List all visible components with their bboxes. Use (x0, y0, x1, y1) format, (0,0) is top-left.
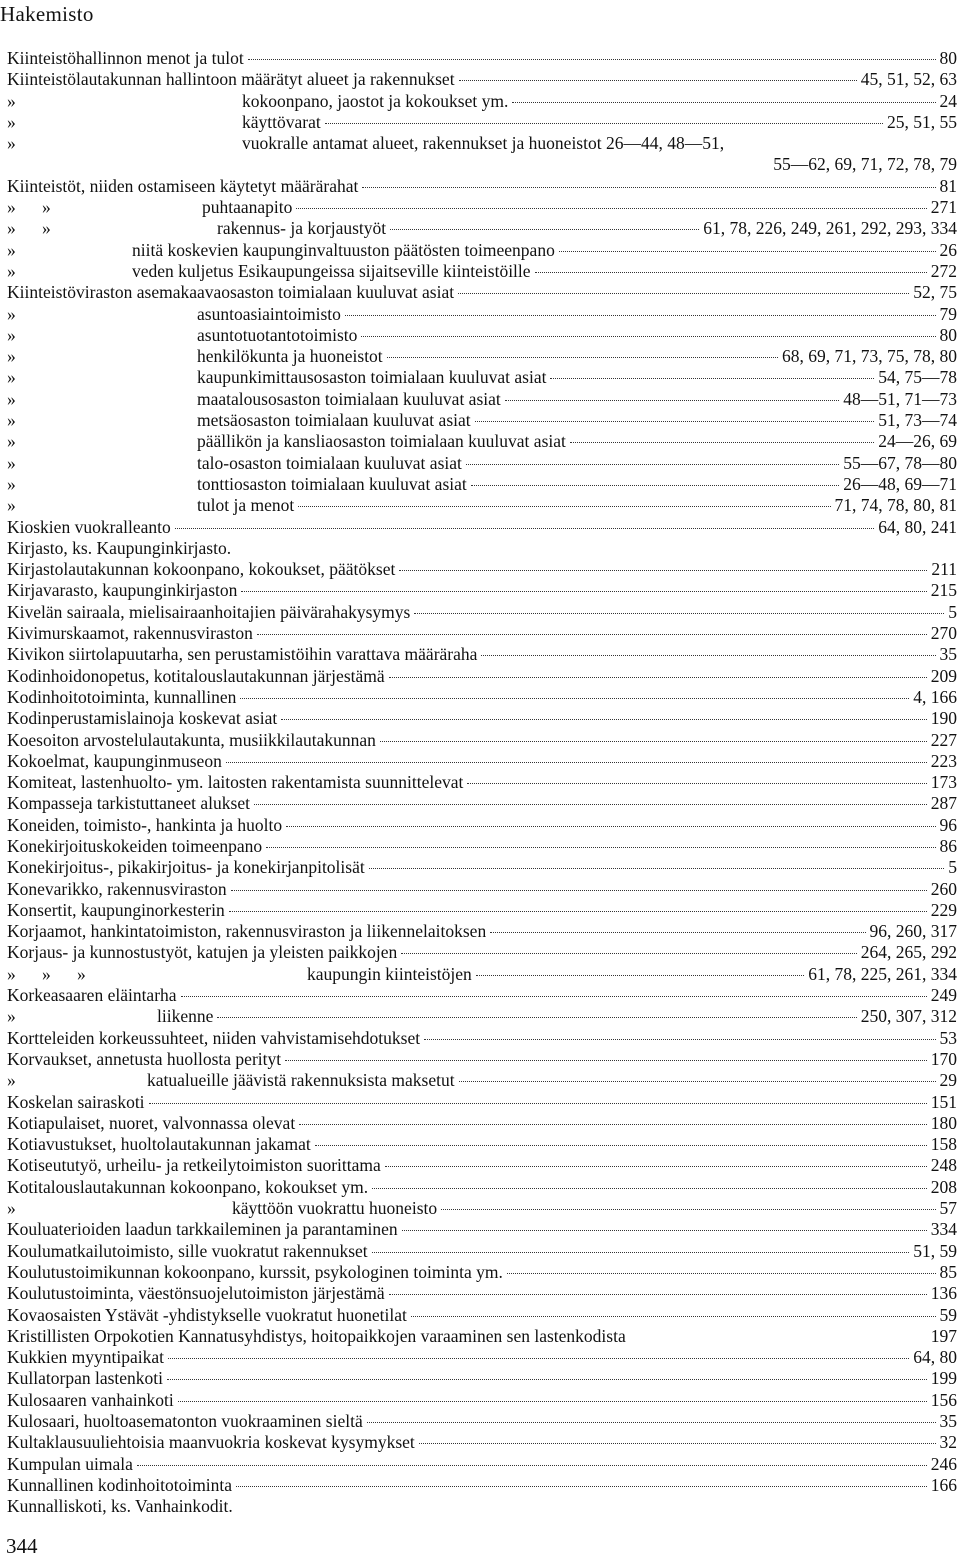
entry-pages: 35 (939, 1411, 957, 1431)
entry-label: Kunnalliskoti, ks. Vanhainkodit. (7, 1496, 233, 1517)
entry-pages: 64, 80, 241 (878, 516, 957, 537)
entry-pages: 61, 78, 225, 261, 334 (808, 963, 957, 984)
index-entry (7, 1368, 957, 1389)
index-entry (7, 538, 957, 559)
entry-pages: 136 (930, 1283, 957, 1304)
entry-label: päällikön ja kansliaosaston toimialaan kuuluvat asiat (197, 431, 566, 452)
dot-leader (380, 741, 927, 742)
index-entry (7, 985, 957, 1006)
entry-pages: 71, 74, 78, 80, 81 (834, 495, 957, 516)
ditto-mark: » (7, 1006, 16, 1027)
entry-label: Kumpulan uimala (7, 1453, 133, 1474)
entry-label: Kodinhoitotoiminta, kunnallinen (7, 686, 237, 707)
index-entry (7, 69, 957, 90)
dot-leader (401, 953, 856, 954)
entry-label: Kouluaterioiden laadun tarkkaileminen ja parantaminen (7, 1219, 398, 1240)
dot-leader (254, 804, 927, 805)
index-entry (7, 1347, 957, 1368)
ditto-mark: » (7, 303, 16, 324)
ditto-mark: » (7, 90, 16, 111)
entry-pages: 229 (930, 899, 957, 920)
entry-label: niitä koskevien kaupunginvaltuuston päätösten toimeenpano (132, 239, 555, 260)
dot-leader (248, 59, 936, 60)
dot-leader (217, 1017, 856, 1018)
index-entry (7, 559, 957, 580)
entry-pages: 173 (930, 772, 957, 793)
entry-pages: 54, 75—78 (878, 367, 957, 388)
entry-pages: 227 (930, 729, 957, 750)
index-entry (7, 921, 957, 942)
entry-pages: 209 (930, 665, 957, 686)
index-entry (7, 580, 957, 601)
entry-label: Korvaukset, annetusta huollosta perityt (7, 1048, 282, 1069)
entry-label: Kotiseututyö, urheilu- ja retkeilytoimiston suorittama (7, 1155, 381, 1176)
index-entry (7, 1305, 957, 1326)
entry-pages: 4, 166 (913, 686, 957, 707)
ditto-mark: » » (7, 218, 51, 239)
index-entry (7, 154, 957, 175)
dot-leader (399, 570, 927, 571)
page-header-title: Hakemisto (0, 2, 94, 26)
entry-pages: 51, 73—74 (878, 410, 957, 431)
index-entry (7, 1198, 957, 1219)
entry-label: Koulutustoiminta, väestönsuojelutoimiston järjestämä (7, 1283, 385, 1304)
entry-label: Kioskien vuokralleanto (7, 516, 171, 537)
entry-pages: 151 (930, 1091, 957, 1112)
index-entry (7, 1006, 957, 1027)
index-entry (7, 133, 957, 154)
entry-pages: 170 (930, 1048, 957, 1069)
entry-label: Koskelan sairaskoti (7, 1091, 145, 1112)
entry-pages: 55—62, 69, 71, 72, 78, 79 (773, 154, 957, 175)
entry-label: Koesoiton arvostelulautakunta, musiikkilautakunnan (7, 729, 376, 750)
index-entry (7, 857, 957, 878)
entry-pages: 79 (939, 303, 957, 324)
dot-leader (467, 783, 926, 784)
dot-leader (471, 485, 840, 486)
dot-leader (167, 1379, 927, 1380)
index-entry (7, 1113, 957, 1134)
index-entry (7, 1177, 957, 1198)
entry-pages: 52, 75 (913, 282, 957, 303)
ditto-mark: » (7, 367, 16, 388)
entry-pages: 250, 307, 312 (860, 1006, 957, 1027)
entry-label: Kiinteistöviraston asemakaavaosaston toimialaan kuuluvat asiat (7, 282, 455, 303)
index-entry (7, 517, 957, 538)
dot-leader (362, 187, 935, 188)
dot-leader (550, 378, 874, 379)
index-entry (7, 879, 957, 900)
entry-label: Kristillisten Orpokotien Kannatusyhdistys, hoitopaikkojen varaaminen sen lastenkodista (7, 1325, 626, 1346)
index-entry (7, 644, 957, 665)
index-entry (7, 176, 957, 197)
entry-label: vuokralle antamat alueet, rakennukset ja huoneistot 26—44, 48—51, (242, 133, 725, 154)
dot-leader (424, 1039, 935, 1040)
index-entry (7, 836, 957, 857)
index-entry (7, 1134, 957, 1155)
entry-pages: 64, 80 (913, 1347, 957, 1368)
ditto-mark: » (7, 239, 16, 260)
entry-pages: 166 (930, 1474, 957, 1495)
dot-leader (372, 1252, 910, 1253)
index-entry (7, 304, 957, 325)
entry-pages: 85 (939, 1261, 957, 1282)
dot-leader (387, 357, 778, 358)
index-entry (7, 1390, 957, 1411)
entry-label: Kotitalouslautakunnan kokoonpano, kokoukset ym. (7, 1176, 369, 1197)
dot-leader (226, 762, 927, 763)
entry-pages: 29 (939, 1070, 957, 1091)
dot-leader (257, 634, 927, 635)
entry-pages: 334 (930, 1219, 957, 1240)
index-entry (7, 1411, 957, 1432)
index-entry (7, 474, 957, 495)
dot-leader (459, 80, 857, 81)
dot-leader (372, 1188, 927, 1189)
entry-pages: 48—51, 71—73 (843, 388, 957, 409)
entry-label: Kirjastolautakunnan kokoonpano, kokoukset, päätökset (7, 559, 396, 580)
entry-pages: 223 (930, 750, 957, 771)
entry-pages: 246 (930, 1453, 957, 1474)
index-entry (7, 112, 957, 133)
ditto-mark: » (7, 346, 16, 367)
index-entry (7, 666, 957, 687)
entry-label: Konsertit, kaupunginorkesterin (7, 899, 225, 920)
entry-label: maatalousosaston toimialaan kuuluvat asiat (197, 388, 501, 409)
dot-leader (229, 911, 927, 912)
dot-leader (168, 1358, 909, 1359)
index-list (7, 48, 957, 1517)
dot-leader (505, 400, 840, 401)
entry-pages: 35 (939, 644, 957, 665)
entry-pages: 45, 51, 52, 63 (860, 69, 957, 90)
entry-pages: 211 (931, 559, 957, 580)
entry-pages: 86 (939, 835, 957, 856)
entry-label: Kullatorpan lastenkoti (7, 1368, 164, 1389)
ditto-mark: » (7, 111, 16, 132)
index-entry (7, 495, 957, 516)
entry-pages: 26—48, 69—71 (843, 473, 957, 494)
entry-label: Kunnallinen kodinhoitotoiminta (7, 1474, 233, 1495)
ditto-mark: » (7, 410, 16, 431)
entry-label: Kodinhoidonopetus, kotitalouslautakunnan järjestämä (7, 665, 385, 686)
entry-label: Koulumatkailutoimisto, sille vuokratut rakennukset (7, 1240, 368, 1261)
entry-label: asuntoasiaintoimisto (197, 303, 341, 324)
dot-leader (149, 1103, 927, 1104)
entry-label: kaupungin kiinteistöjen (307, 963, 472, 984)
dot-leader (178, 1401, 927, 1402)
entry-label: Kovaosaisten Ystävät -yhdistykselle vuokratut huonetilat (7, 1304, 407, 1325)
entry-label: metsäosaston toimialaan kuuluvat asiat (197, 410, 471, 431)
entry-pages: 287 (930, 793, 957, 814)
dot-leader (385, 1166, 927, 1167)
entry-pages: 248 (930, 1155, 957, 1176)
entry-label: asuntotuotantotoimisto (197, 324, 358, 345)
entry-label: Korkeasaaren eläintarha (7, 985, 177, 1006)
ditto-mark: » (7, 388, 16, 409)
dot-leader (266, 847, 935, 848)
entry-pages: 271 (930, 197, 957, 218)
entry-label: Koulutustoimikunnan kokoonpano, kurssit, psykologinen toiminta ym. (7, 1261, 503, 1282)
index-entry (7, 1475, 957, 1496)
entry-pages: 270 (930, 623, 957, 644)
entry-pages: 51, 59 (913, 1240, 957, 1261)
dot-leader (236, 1486, 927, 1487)
index-entry (7, 964, 957, 985)
dot-leader (458, 293, 909, 294)
entry-label: Kortteleiden korkeussuhteet, niiden vahvistamisehdotukset (7, 1027, 421, 1048)
ditto-mark: » » » (7, 963, 86, 984)
entry-label: Konekirjoituskokeiden toimeenpano (7, 835, 263, 856)
index-entry (7, 91, 957, 112)
entry-label: Kivikon siirtolapuutarha, sen perustamistöihin varattava määräraha (7, 644, 478, 665)
entry-label: Kiinteistöhallinnon menot ja tulot (7, 48, 244, 68)
index-entry (7, 900, 957, 921)
dot-leader (559, 251, 936, 252)
entry-pages: 59 (939, 1304, 957, 1325)
entry-label: talo-osaston toimialaan kuuluvat asiat (197, 452, 462, 473)
ditto-mark: » (7, 495, 16, 516)
dot-leader (298, 506, 830, 507)
entry-pages: 26 (939, 239, 957, 260)
ditto-mark: » (7, 1070, 16, 1091)
entry-label: Korjaus- ja kunnostustyöt, katujen ja yleisten paikkojen (7, 942, 398, 963)
dot-leader (390, 229, 699, 230)
index-entry (7, 793, 957, 814)
index-entry (7, 1283, 957, 1304)
entry-pages: 199 (930, 1368, 957, 1389)
entry-pages: 24 (939, 90, 957, 111)
entry-pages: 272 (930, 260, 957, 281)
dot-leader (441, 1209, 935, 1210)
dot-leader (414, 613, 944, 614)
index-entry (7, 730, 957, 751)
index-entry (7, 1219, 957, 1240)
ditto-mark: » (7, 260, 16, 281)
entry-label: Kukkien myyntipaikat (7, 1347, 164, 1368)
dot-leader (475, 421, 875, 422)
index-entry (7, 197, 957, 218)
entry-pages: 208 (930, 1176, 957, 1197)
ditto-mark: » » (7, 197, 51, 218)
index-entry (7, 410, 957, 431)
dot-leader (361, 336, 935, 337)
dot-leader (296, 208, 926, 209)
entry-label: Kirjavarasto, kaupunginkirjaston (7, 580, 238, 601)
entry-pages: 80 (939, 48, 957, 68)
entry-pages: 215 (930, 580, 957, 601)
index-entry (7, 240, 957, 261)
index-entry (7, 772, 957, 793)
entry-label: rakennus- ja korjaustyöt (217, 218, 387, 239)
index-entry (7, 1326, 957, 1347)
index-entry (7, 282, 957, 303)
index-entry (7, 815, 957, 836)
entry-label: Kivelän sairaala, mielisairaanhoitajien päivärahakysymys (7, 601, 411, 622)
entry-pages: 55—67, 78—80 (843, 452, 957, 473)
entry-label: Kiinteistölautakunnan hallintoon määrätyt alueet ja rakennukset (7, 69, 455, 90)
dot-leader (389, 1294, 927, 1295)
entry-label: Kiinteistöt, niiden ostamiseen käytetyt määrärahat (7, 175, 359, 196)
index-entry (7, 751, 957, 772)
index-entry (7, 1241, 957, 1262)
entry-pages: 180 (930, 1112, 957, 1133)
entry-pages: 53 (939, 1027, 957, 1048)
ditto-mark: » (7, 452, 16, 473)
index-entry (7, 453, 957, 474)
entry-label: Kulosaari, huoltoasematonton vuokraaminen sieltä (7, 1411, 363, 1431)
entry-label: Kotiapulaiset, nuoret, valvonnassa olevat (7, 1112, 296, 1133)
index-entry (7, 602, 957, 623)
entry-label: puhtaanapito (202, 197, 293, 218)
index-entry (7, 1092, 957, 1113)
dot-leader (512, 102, 935, 103)
entry-label: Kivimurskaamot, rakennusviraston (7, 623, 253, 644)
entry-label: tulot ja menot (197, 495, 295, 516)
entry-pages: 25, 51, 55 (887, 111, 957, 132)
dot-leader (490, 932, 865, 933)
index-entry (7, 261, 957, 282)
entry-pages: 260 (930, 878, 957, 899)
entry-label: Koneiden, toimisto-, hankinta ja huolto (7, 814, 283, 835)
entry-pages: 96 (939, 814, 957, 835)
dot-leader (241, 591, 926, 592)
dot-leader (369, 868, 945, 869)
dot-leader (419, 1443, 936, 1444)
entry-label: Kulosaaren vanhainkoti (7, 1389, 174, 1410)
index-entry (7, 48, 957, 69)
entry-pages: 96, 260, 317 (869, 921, 957, 942)
entry-pages: 68, 69, 71, 73, 75, 78, 80 (782, 346, 957, 367)
dot-leader (325, 123, 883, 124)
index-entry (7, 942, 957, 963)
dot-leader (231, 890, 927, 891)
dot-leader (285, 1060, 927, 1061)
entry-label: Kompasseja tarkistuttaneet alukset (7, 793, 250, 814)
ditto-mark: » (7, 324, 16, 345)
index-entry (7, 1262, 957, 1283)
index-entry (7, 367, 957, 388)
dot-leader (466, 464, 839, 465)
index-entry (7, 1155, 957, 1176)
entry-label: Konevarikko, rakennusviraston (7, 878, 227, 899)
entry-pages: 32 (939, 1432, 957, 1453)
dot-leader (570, 442, 874, 443)
entry-pages: 158 (930, 1134, 957, 1155)
dot-leader (507, 1273, 936, 1274)
entry-label: kaupunkimittausosaston toimialaan kuuluvat asiat (197, 367, 547, 388)
entry-label: Kodinperustamislainoja koskevat asiat (7, 708, 278, 729)
entry-pages: 81 (939, 175, 957, 196)
entry-label: käyttöön vuokrattu huoneisto (232, 1198, 438, 1219)
dot-leader (286, 826, 935, 827)
dot-leader (481, 655, 935, 656)
index-entry (7, 1070, 957, 1091)
index-entry (7, 431, 957, 452)
ditto-mark: » (7, 431, 16, 452)
entry-label: Kultaklausuuliehtoisia maanvuokria koskevat kysymykset (7, 1432, 415, 1453)
index-entry (7, 687, 957, 708)
index-entry (7, 346, 957, 367)
dot-leader (281, 719, 927, 720)
dot-leader (181, 996, 927, 997)
entry-pages: 190 (930, 708, 957, 729)
entry-label: kokoonpano, jaostot ja kokoukset ym. (242, 90, 509, 111)
index-entry (7, 708, 957, 729)
entry-label: tonttiosaston toimialaan kuuluvat asiat (197, 473, 467, 494)
entry-pages: 197 (930, 1325, 957, 1346)
entry-label: henkilökunta ja huoneistot (197, 346, 383, 367)
entry-label: Konekirjoitus-, pikakirjoitus- ja konekirjanpitolisät (7, 857, 365, 878)
dot-leader (402, 1230, 927, 1231)
dot-leader (411, 1316, 936, 1317)
dot-leader (137, 1465, 927, 1466)
entry-label: liikenne (157, 1006, 214, 1027)
dot-leader (240, 698, 909, 699)
entry-pages: 5 (948, 601, 957, 622)
ditto-mark: » (7, 473, 16, 494)
page-number: 344 (6, 1534, 38, 1558)
dot-leader (535, 272, 927, 273)
entry-pages: 61, 78, 226, 249, 261, 292, 293, 334 (703, 218, 957, 239)
index-entry (7, 1432, 957, 1453)
dot-leader (345, 315, 936, 316)
entry-label: Kirjasto, ks. Kaupunginkirjasto. (7, 537, 232, 558)
entry-label: Komiteat, lastenhuolto- ym. laitosten rakentamista suunnittelevat (7, 772, 464, 793)
dot-leader (299, 1124, 927, 1125)
entry-label: veden kuljetus Esikaupungeissa sijaitseville kiinteistöille (132, 260, 531, 281)
dot-leader (389, 677, 927, 678)
entry-pages: 5 (948, 857, 957, 878)
dot-leader (476, 975, 804, 976)
dot-leader (175, 528, 874, 529)
entry-pages: 80 (939, 324, 957, 345)
dot-leader (315, 1145, 927, 1146)
entry-label: Kokoelmat, kaupunginmuseon (7, 750, 222, 771)
entry-label: katualueille jäävistä rakennuksista maksetut (147, 1070, 455, 1091)
entry-label: Korjaamot, hankintatoimiston, rakennusviraston ja liikennelaitoksen (7, 921, 487, 942)
entry-pages: 264, 265, 292 (860, 942, 957, 963)
index-entry (7, 325, 957, 346)
index-entry (7, 389, 957, 410)
index-entry (7, 1049, 957, 1070)
entry-pages: 156 (930, 1389, 957, 1410)
entry-pages: 57 (939, 1198, 957, 1219)
index-entry (7, 623, 957, 644)
entry-pages: 249 (930, 985, 957, 1006)
index-entry (7, 1028, 957, 1049)
index-entry (7, 1454, 957, 1475)
ditto-mark: » (7, 133, 16, 154)
dot-leader (459, 1081, 936, 1082)
ditto-mark: » (7, 1198, 16, 1219)
index-entry (7, 1496, 957, 1517)
dot-leader (367, 1422, 936, 1423)
entry-pages: 24—26, 69 (878, 431, 957, 452)
entry-label: käyttövarat (242, 111, 321, 132)
index-entry (7, 218, 957, 239)
entry-label: Kotiavustukset, huoltolautakunnan jakamat (7, 1134, 311, 1155)
